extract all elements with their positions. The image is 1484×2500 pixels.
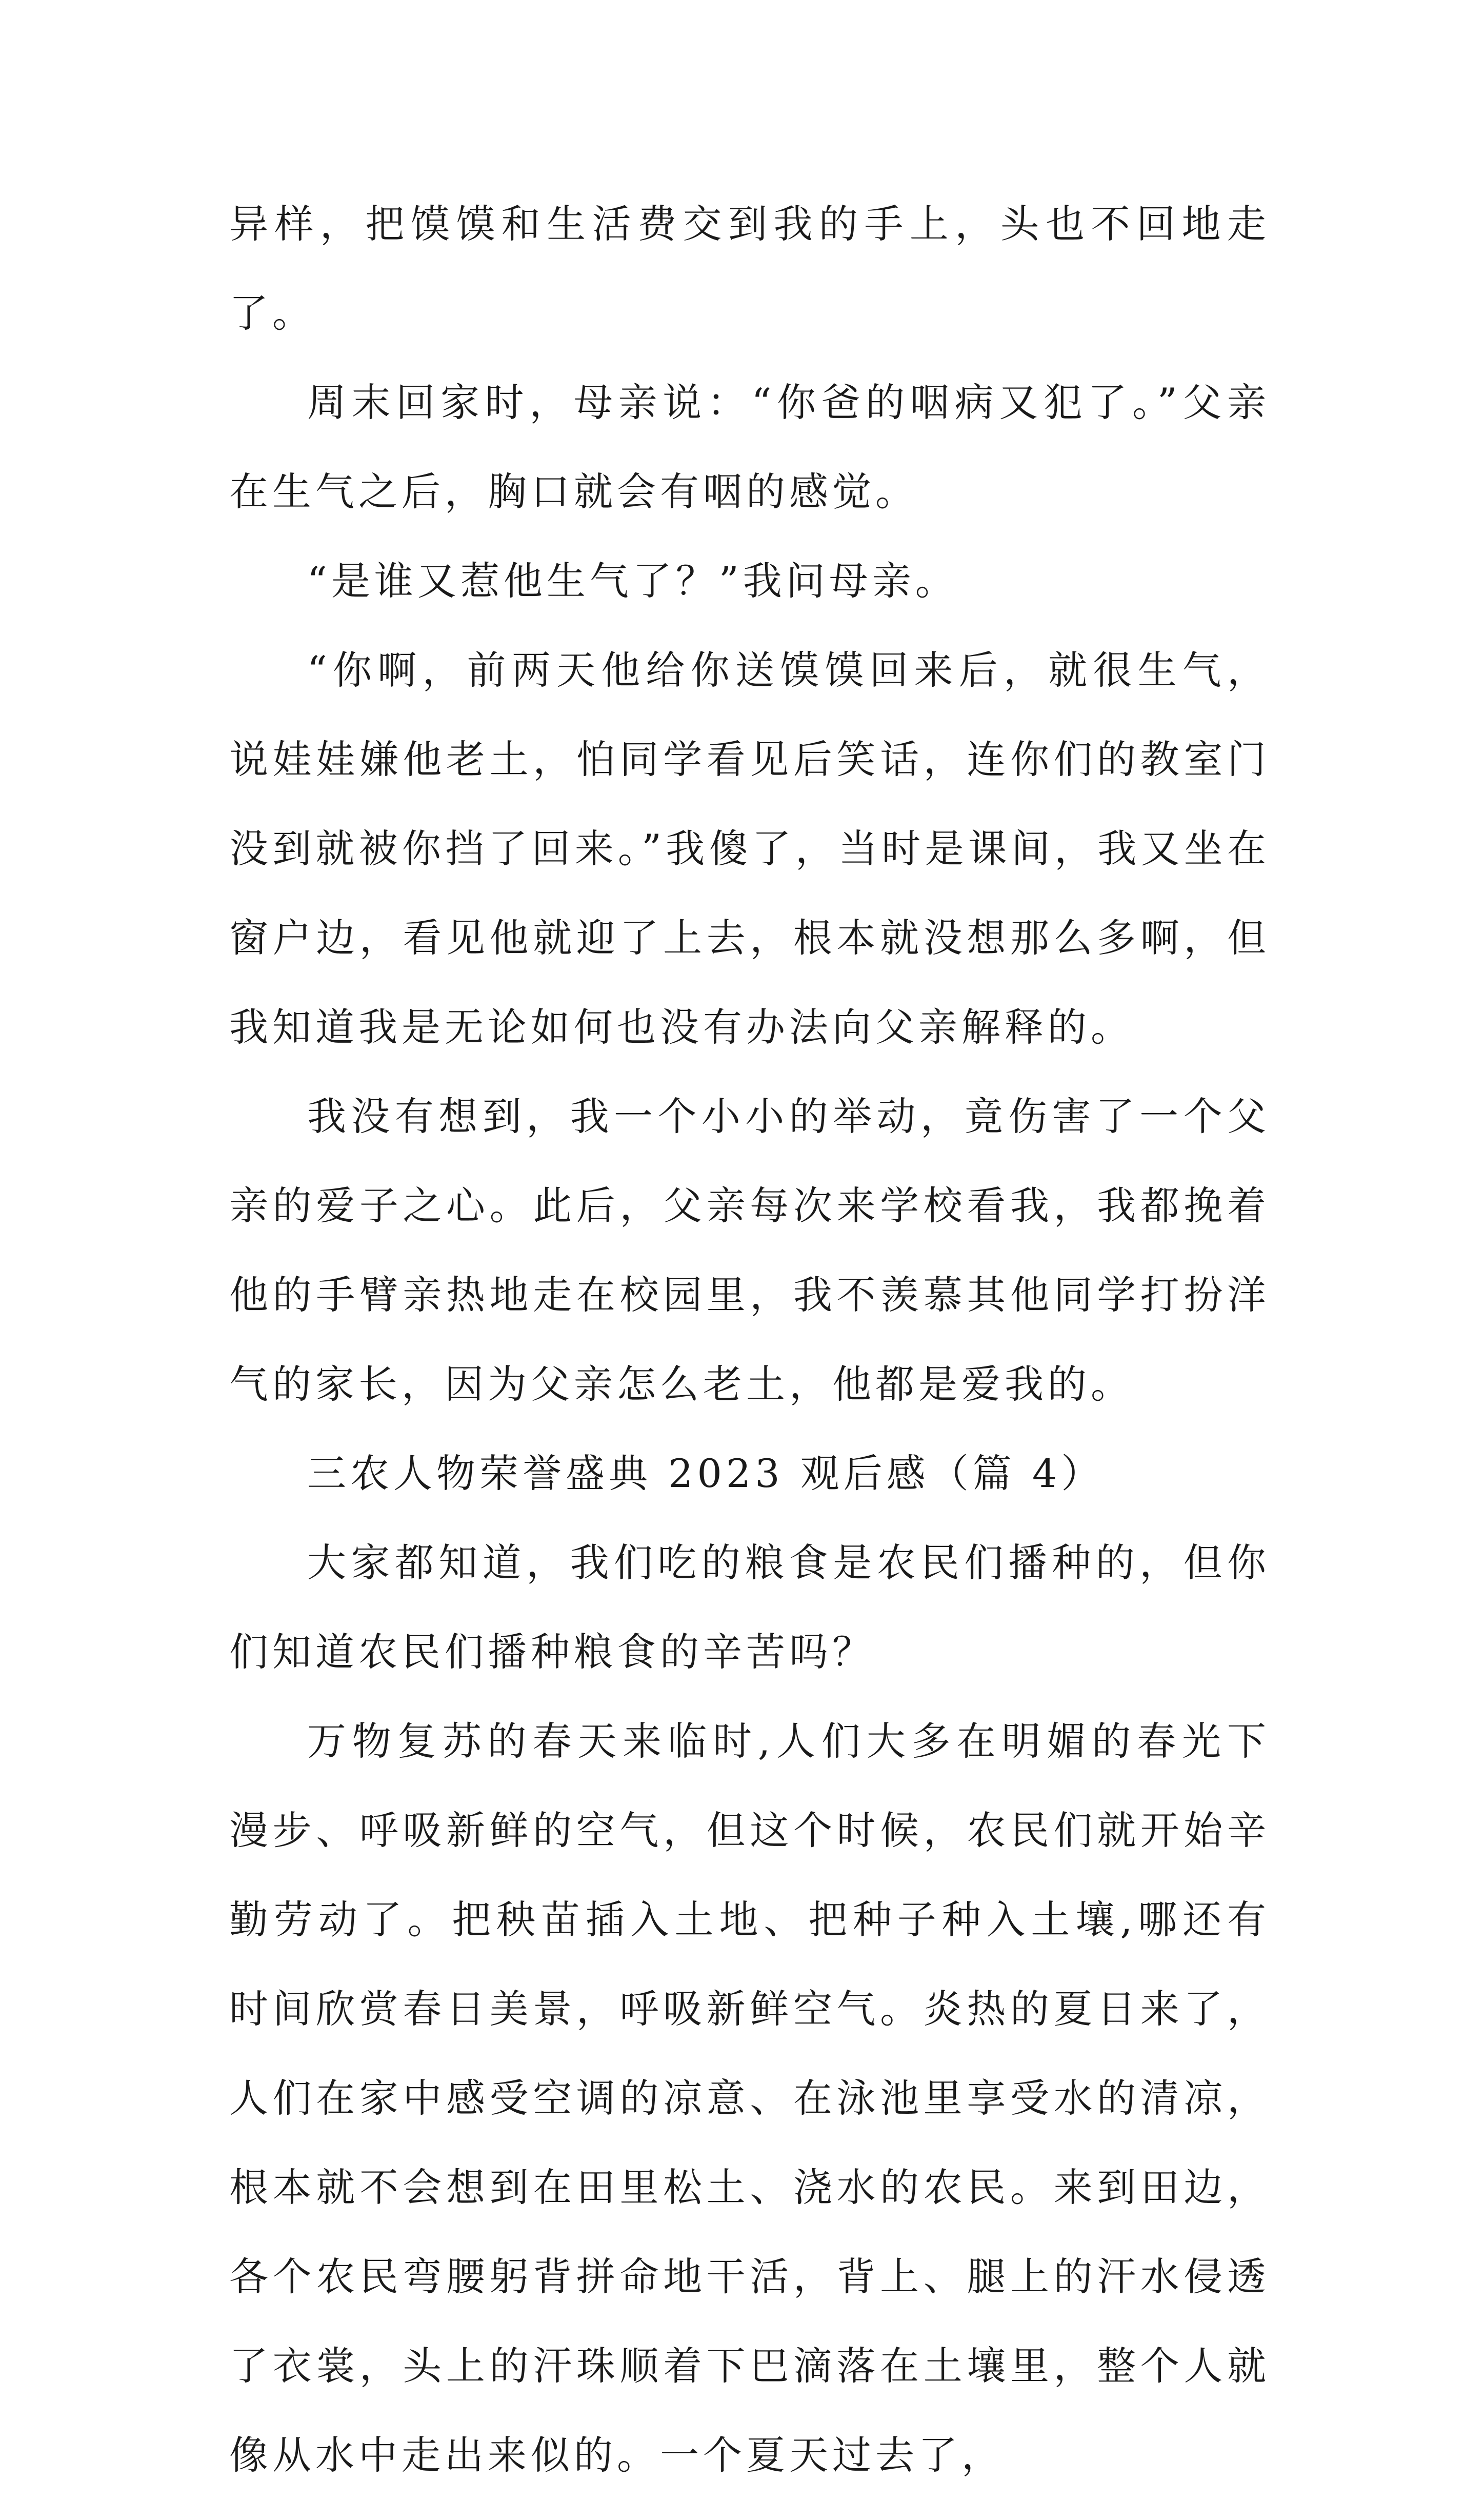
paragraph-farmers-seasons: 万物复苏的春天来临时,人们大多在明媚的春光下漫步、呼吸新鲜的空气，但这个时候，农民们就开始辛勤劳动了。把秧苗插入土地、把种子种入土壤,哪还有时间欣赏春日美景，呼吸新鲜空气。炎热的夏日来了，人们在家中感受空调的凉意、在泳池里享受水的清凉，根本就不会想到在田里松土、浇水的农民。来到田边，各个农民弯腰躬背拼命地干活，背上、腿上的汗水侵透了衣裳，头上的汗珠顺着下巴滴落在土壤里，整个人就像从水中走出来似的。一个夏天过去了， bbox=[229, 1718, 1270, 2478]
paragraph-weekend-home: 周末回家时，母亲说：“你爸的咽病又犯了。”父亲在生气之后，胸口就会有咽的感觉。 bbox=[229, 380, 1270, 514]
paragraph-question-mother: “是谁又惹他生气了？”我问母亲。 bbox=[307, 558, 958, 604]
paragraph-reflection: 我没有想到，我一个小小的举动，竟伤害了一个父亲的爱子之心。此后，父亲每次来学校看我，我都挽着他的手臂亲热地走在校园里，我不羡慕其他同学打扮洋气的家长，因为父亲怎么老土，他都是爱我的。 bbox=[229, 1094, 1270, 1407]
document-body bbox=[229, 180, 1270, 2500]
paragraph-continuation: 异样，把馍馍和生活费交到我的手上，头也不回地走了。 bbox=[229, 201, 1270, 336]
paragraph-mother-answer: “你啊，前两天他给你送馍馍回来后，就很生气，说娃娃嫌他老土，怕同学看见后笑话，连你们的教室门没到就被你挡了回来。”我傻了，当时是课间，我又坐在窗户边，看见他就迎了上去，根本就没想那么多啊，但我知道我是无论如何也没有办法向父亲解释的。 bbox=[229, 647, 1270, 1050]
section-heading: 三农人物荣誉盛典 2023 观后感（篇 4） bbox=[307, 1451, 1105, 1496]
paragraph-farmers-intro: 大家都知道，我们吃的粮食是农民们播种的，但你们知道农民们播种粮食的辛苦吗？ bbox=[229, 1540, 1270, 1675]
